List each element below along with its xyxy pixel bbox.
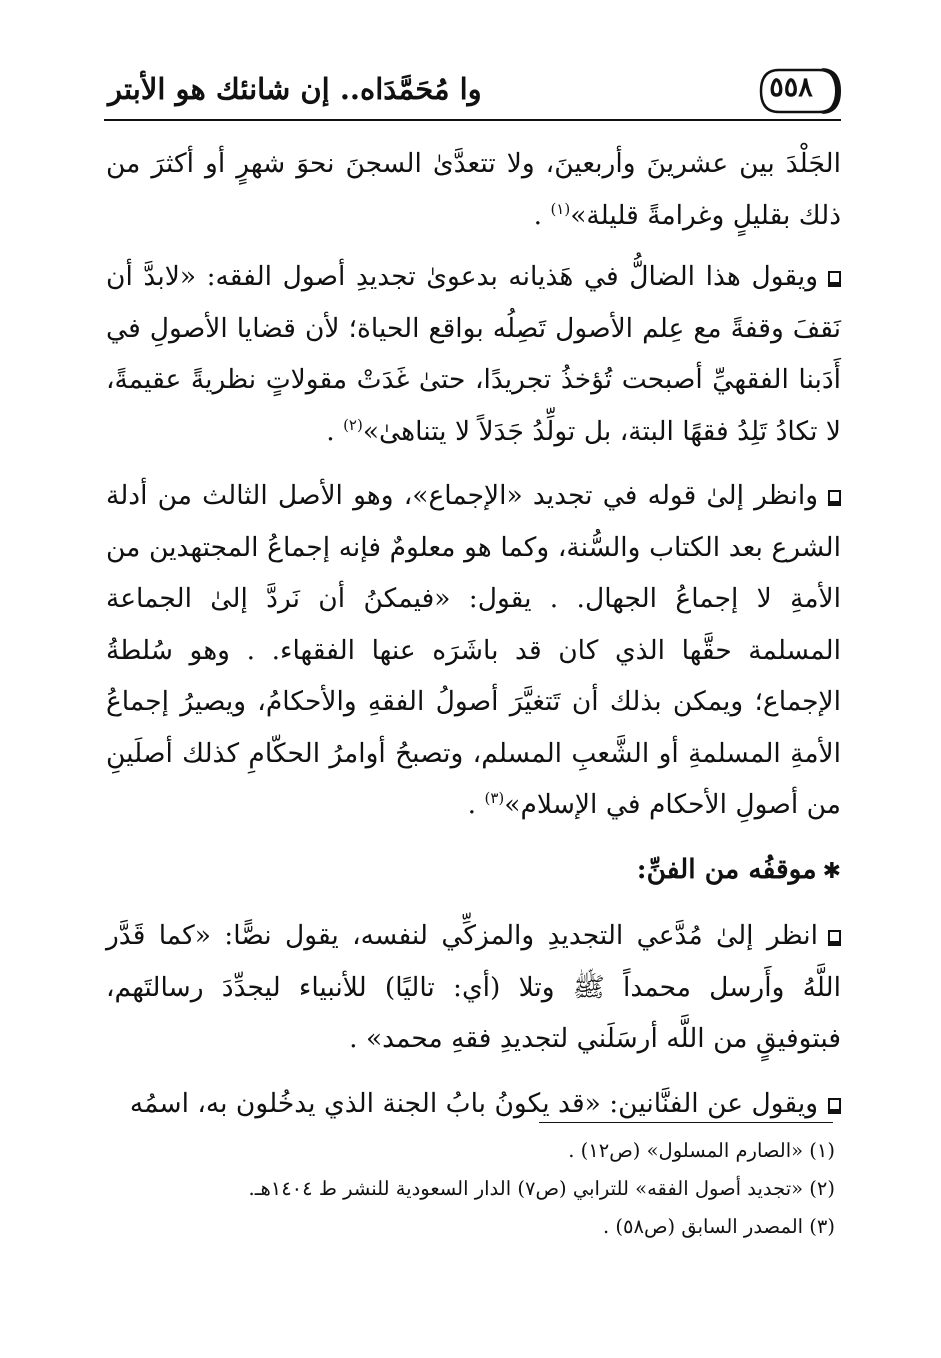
paragraph-5-text: ويقول عن الفنَّانين: «قد يكونُ بابُ الجنة الذي يدخُلون به، اسمُه [129, 1087, 818, 1119]
paragraph-3-end: . [467, 789, 485, 820]
paragraph-1 [106, 138, 841, 241]
paragraph-4-text: انظر إلىٰ مُدَّعي التجديدِ والمزكِّي لنفسه، يقول نصًّا: «كما قَدَّر اللَّهُ وأَرسل محمداً ﷺ وتلا (أي: تاليًا) للأنبياء ليجدِّدَ رسالتَهم، فبتوفيقٍ من اللَّه أرسَلَني لتجديدِ فقهِ محمد» . [106, 920, 841, 1054]
footnote-2: (٢) «تجديد أصول الفقه» للترابي (ص٧) الدار السعودية للنشر ط ١٤٠٤هـ. [248, 1177, 835, 1200]
paragraph-square-icon [828, 1098, 841, 1111]
paragraph-3-text: وانظر إلىٰ قوله في تجديد «الإجماع»، وهو الأصل الثالث من أدلة الشرع بعد الكتاب والسُّنة، وكما هو معلومٌ فإنه إجماعُ المجتهدين من الأمةِ لا إجماعُ الجهال. . يقول: «فيمكنُ أن نَردَّ إلىٰ الجماعة المسلمة حقَّها الذي كان قد باشَرَه عنها الفقهاء. . وهو سُلطةُ الإجماع؛ ويمكن بذلك أن تَتغيَّرَ أصولُ الفقهِ والأحكامُ، ويصيرُ إجماعُ الأمةِ المسلمةِ أو الشَّعبِ المسلم، وتصبحُ أوامرُ الحكّامِ كذلك أصلَينِ من أصولِ الأحكام في الإسلام» [106, 480, 841, 820]
section-heading-text: موقفُه من الفنِّ: [636, 853, 817, 885]
body-text [106, 138, 841, 1142]
paragraph-2-end: . [326, 415, 344, 447]
footnote-separator [539, 1122, 833, 1123]
paragraph-square-icon [828, 930, 841, 943]
paragraph-1-end: . [533, 199, 551, 231]
footnote-ref-1: (١) [550, 199, 571, 218]
footnote-1: (١) «الصارم المسلول» (ص١٢) . [568, 1139, 835, 1162]
running-title: وا مُحَمَّدَاه.. إن شانئك هو الأبتر [108, 72, 482, 106]
section-heading [106, 844, 841, 898]
footnote-ref-2: (٢) [343, 415, 363, 434]
footnotes [110, 1132, 835, 1246]
page-number: ٥٥٨ [769, 72, 813, 103]
paragraph-square-icon [828, 490, 841, 503]
star-bullet-icon: ✱ [822, 858, 841, 884]
paragraph-2 [106, 251, 841, 457]
paragraph-3 [106, 470, 841, 831]
header-rule [104, 119, 841, 121]
footnote-ref-3: (٣) [484, 789, 505, 808]
paragraph-4 [106, 910, 841, 1065]
footnote-3: (٣) المصدر السابق (ص٥٨) . [602, 1215, 835, 1238]
page-header [100, 66, 841, 126]
paragraph-2-text: ويقول هذا الضالُّ في هَذيانه بدعوىٰ تجديدِ أصول الفقه: «لابدَّ أن نَقفَ وقفةً مع عِلم الأصول تَصِلُه بواقع الحياة؛ لأن قضايا الأصولِ في أَدَبنا الفقهيِّ أصبحت تُؤخذُ تجريدًا، حتىٰ غَدَتْ مقولاتٍ نظريةً عقيمةً، لا تكادُ تَلِدُ فقهًا البتة، بل تولِّدُ جَدَلاً لا يتناهىٰ» [106, 261, 841, 447]
paragraph-1-text: الجَلْدَ بين عشرينَ وأربعينَ، ولا تتعدَّىٰ السجنَ نحوَ شهرٍ أو أكثرَ من ذلك بقليلٍ وغرامةً قليلة» [106, 148, 841, 231]
paragraph-square-icon [828, 271, 841, 284]
